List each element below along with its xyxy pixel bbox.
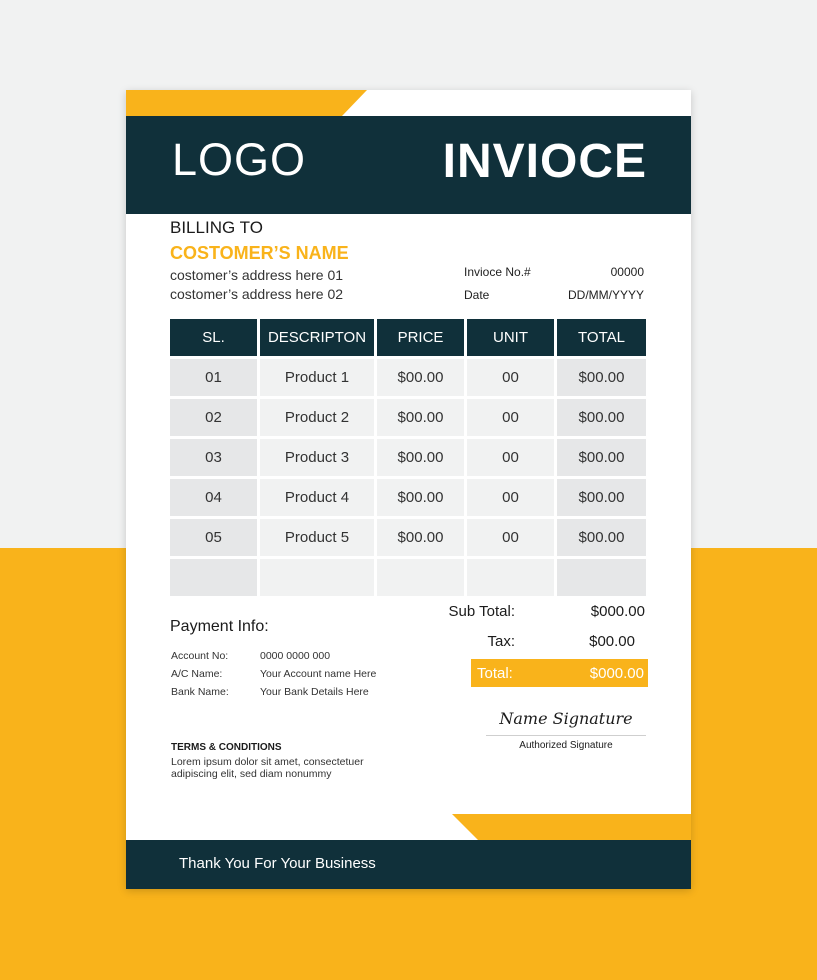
total-label: Total: <box>477 665 513 682</box>
invoice-number-value: 00000 <box>610 265 644 279</box>
date-value: DD/MM/YYYY <box>567 288 644 302</box>
table-cell: $00.00 <box>557 519 646 556</box>
table-cell <box>557 559 646 596</box>
signature-line <box>486 735 646 736</box>
total-box <box>471 659 648 687</box>
table-cell: 00 <box>467 359 554 396</box>
subtotal-value: $000.00 <box>590 603 645 620</box>
customer-name: COSTOMER’S NAME <box>170 243 349 263</box>
ac-name-label: A/C Name: <box>171 668 223 680</box>
table-cell: $00.00 <box>377 399 464 436</box>
invoice-title: INVIOCE <box>442 135 647 188</box>
header-total: TOTAL <box>557 319 646 356</box>
customer-address-1: costomer’s address here 01 <box>170 267 344 283</box>
billing-to-label: BILLING TO <box>170 218 263 237</box>
terms-text: Lorem ipsum dolor sit amet, consectetuer adipiscing elit, sed diam nonummy <box>171 756 364 780</box>
invoice-header <box>126 116 691 214</box>
header-sl: SL. <box>170 319 257 356</box>
header-price: PRICE <box>377 319 464 356</box>
table-cell: $00.00 <box>557 399 646 436</box>
table-cell: Product 3 <box>260 439 374 476</box>
invoice-sheet <box>126 90 691 889</box>
invoice-number-label: Invioce No.# <box>464 265 531 279</box>
subtotal-label: Sub Total: <box>448 603 515 620</box>
table-cell: Product 4 <box>260 479 374 516</box>
customer-address-2: costomer’s address here 02 <box>170 286 344 302</box>
authorized-signature-label: Authorized Signature <box>519 740 613 751</box>
table-cell: Product 5 <box>260 519 374 556</box>
header-unit: UNIT <box>467 319 554 356</box>
table-cell <box>467 559 554 596</box>
tax-label: Tax: <box>487 633 515 650</box>
header-description: DESCRIPTON <box>260 319 374 356</box>
table-cell <box>170 559 257 596</box>
table-cell <box>260 559 374 596</box>
ac-name-value: Your Account name Here <box>260 668 377 680</box>
table-cell: Product 2 <box>260 399 374 436</box>
table-cell: 05 <box>170 519 257 556</box>
table-cell: $00.00 <box>377 359 464 396</box>
table-cell <box>377 559 464 596</box>
footer-thank-you: Thank You For Your Business <box>179 855 376 872</box>
table-cell: $00.00 <box>557 359 646 396</box>
date-label: Date <box>464 288 490 302</box>
invoice-footer <box>126 840 691 889</box>
payment-info-title: Payment Info: <box>170 618 269 635</box>
bottom-yellow-accent <box>452 814 691 840</box>
table-cell: $00.00 <box>557 479 646 516</box>
table-cell: 04 <box>170 479 257 516</box>
table-cell: $00.00 <box>377 519 464 556</box>
table-cell: Product 1 <box>260 359 374 396</box>
table-cell: $00.00 <box>557 439 646 476</box>
table-cell: 03 <box>170 439 257 476</box>
table-cell: 00 <box>467 439 554 476</box>
table-cell: 02 <box>170 399 257 436</box>
bank-name-label: Bank Name: <box>171 686 229 698</box>
table-cell: 00 <box>467 519 554 556</box>
bank-name-value: Your Bank Details Here <box>260 686 369 698</box>
terms-title: TERMS & CONDITIONS <box>171 742 282 753</box>
table-cell: $00.00 <box>377 439 464 476</box>
table-cell: 01 <box>170 359 257 396</box>
signature-script: Name Signature <box>499 709 633 728</box>
table-cell: 00 <box>467 399 554 436</box>
account-no-value: 0000 0000 000 <box>260 650 331 662</box>
tax-value: $00.00 <box>589 633 635 650</box>
account-no-label: Account No: <box>171 650 229 662</box>
total-value: $000.00 <box>589 665 644 682</box>
top-yellow-accent <box>126 90 367 116</box>
table-cell: $00.00 <box>377 479 464 516</box>
table-cell: 00 <box>467 479 554 516</box>
logo-text: LOGO <box>172 134 307 185</box>
